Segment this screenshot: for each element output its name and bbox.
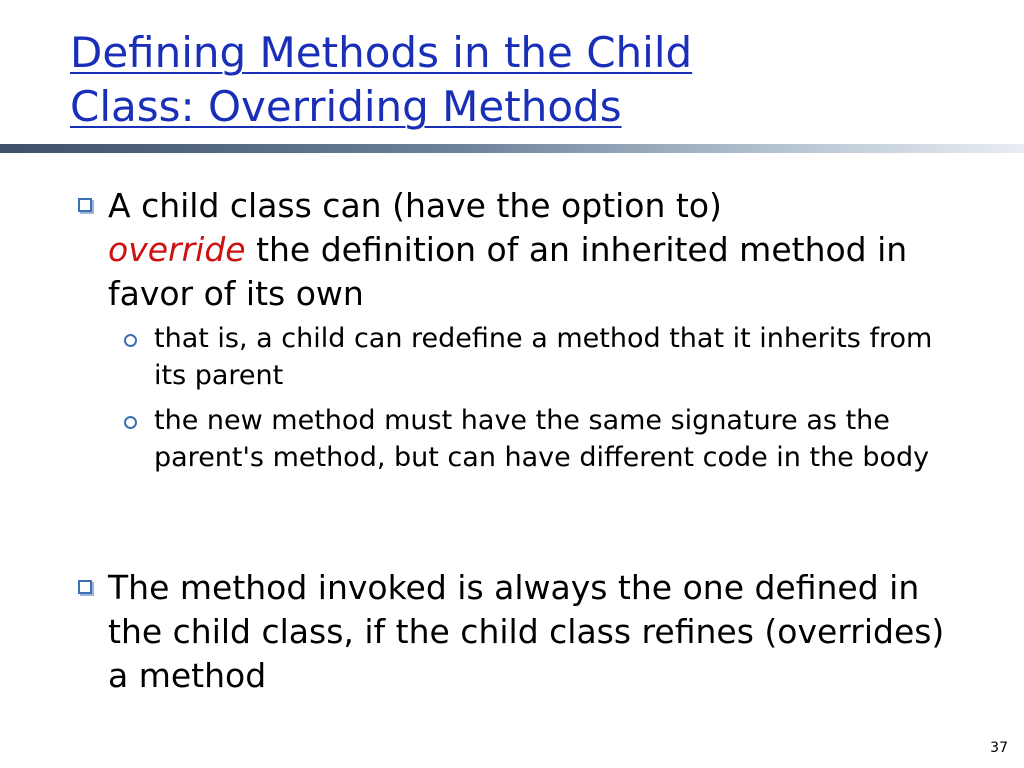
square-bullet-icon [78,198,92,212]
bullet-text-start: A child class can (have the option to) [108,186,722,225]
title-line-1: Defining Methods in the Child [70,28,693,77]
bullet-text [108,184,958,316]
override-emphasis: override [108,230,246,269]
sub-bullet-text: the new method must have the same signature as the parent's method, but can have different code in the body [154,405,930,473]
title-divider-bar [0,144,1024,153]
bullet-item-override [78,184,958,316]
bullet-text: The method invoked is always the one defined in the child class, if the child class refines (overrides) a method [108,568,945,695]
page-number: 37 [990,740,1008,756]
sub-bullet-signature [124,402,954,476]
title-line-2: Class: Overriding Methods [70,82,622,131]
bullet-text-end: the definition of an inherited method in favor of its own [108,230,908,313]
slide-title [70,26,970,134]
circle-bullet-icon [124,334,137,347]
circle-bullet-icon [124,416,137,429]
sub-bullet-text: that is, a child can redefine a method that it inherits from its parent [154,323,933,391]
bullet-item-invoked [78,566,958,698]
sub-bullet-redefine [124,320,954,394]
square-bullet-icon [78,580,92,594]
